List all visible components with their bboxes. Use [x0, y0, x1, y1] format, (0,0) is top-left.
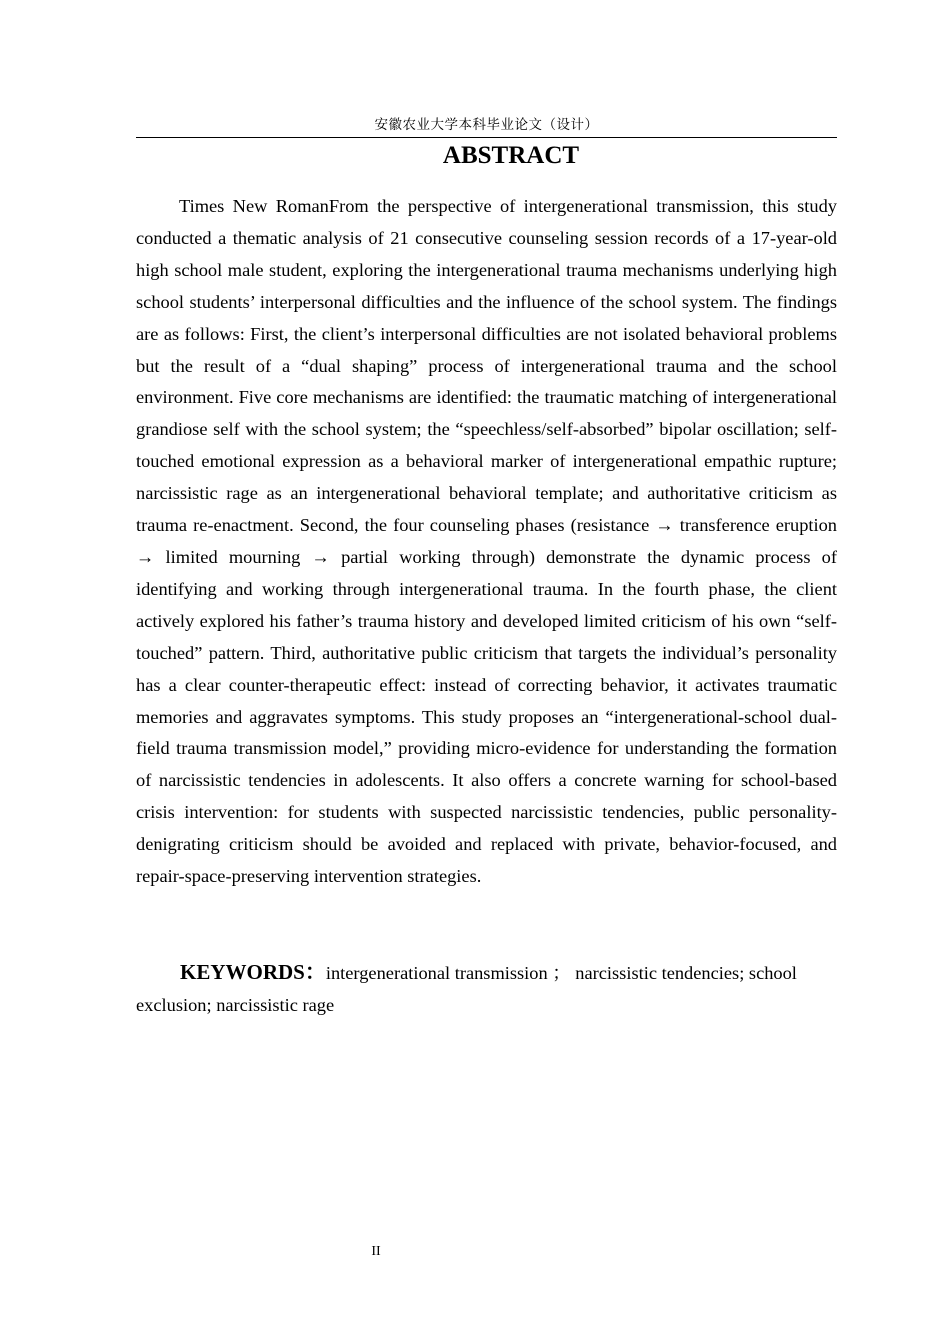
keywords-paragraph	[136, 956, 837, 1021]
abstract-title: ABSTRACT	[442, 142, 580, 169]
header-rule	[136, 137, 837, 138]
keywords-label: KEYWORDS：	[180, 960, 326, 984]
running-header: 安徽农业大学本科毕业论文（设计）	[374, 117, 599, 133]
abstract-body: Times New RomanFrom the perspective of intergenerational transmission, this study conducted a thematic analysis of 21 consecutive counseling session records of a 17-year-old high school male student, exploring the intergenerational trauma mechanisms underlying high school students’ interpersonal difficulties and the influence of the school system. The findings are as follows: First, the client’s interpersonal difficulties are not isolated behavioral problems but the result of a “dual shaping” process of intergenerational trauma and the school environment. Five core mechanisms are identified: the traumatic matching of intergenerational grandiose self with the school system; the “speechless/self-absorbed” bipolar oscillation; self-touched emotional expression as a behavioral marker of intergenerational empathic rupture; narcissistic rage as an intergenerational behavioral template; and authoritative criticism as trauma re-enactment. Second, the four counseling phases (resistance → transference eruption → limited mourning → partial working through) demonstrate the dynamic process of identifying and working through intergenerational trauma. In the fourth phase, the client actively explored his father’s trauma history and developed limited criticism of his own “self-touched” pattern. Third, authoritative public criticism that targets the individual’s personality has a clear counter-therapeutic effect: instead of correcting behavior, it activates traumatic memories and aggravates symptoms. This study proposes an “intergenerational-school dual-field trauma transmission model,” providing micro-evidence for understanding the formation of narcissistic tendencies in adolescents. It also offers a concrete warning for school-based crisis intervention: for students with suspected narcissistic tendencies, public personality-denigrating criticism should be avoided and replaced with private, behavior-focused, and repair-space-preserving intervention strategies.	[136, 196, 837, 887]
keywords-text: intergenerational transmission ； narcissistic tendencies; school exclusion; narcissistic rage	[136, 963, 797, 1015]
page-number: II	[371, 1244, 381, 1259]
